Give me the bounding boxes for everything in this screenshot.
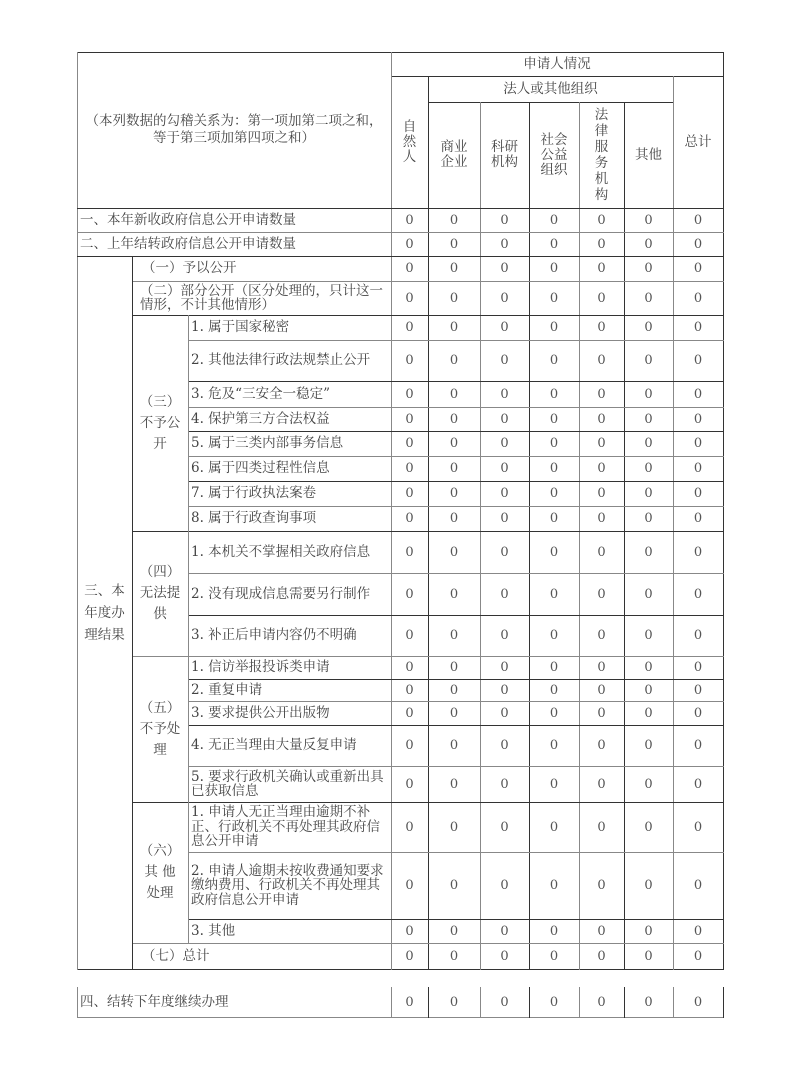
column-divider (480, 987, 481, 1018)
not-disclosed-item-value: 0 (549, 411, 559, 427)
row-divider (132, 315, 724, 316)
not-disclosed-item-value: 0 (693, 486, 703, 501)
not-processed-item-value: 0 (405, 660, 414, 675)
not-processed-item-value: 0 (693, 660, 703, 675)
unable-to-provide-item-value: 0 (500, 628, 509, 643)
row-divider (188, 852, 724, 853)
not-disclosed-item-value: 0 (405, 461, 414, 476)
carried-to-next-year-value: 0 (449, 994, 459, 1010)
not-disclosed-item-value: 0 (597, 486, 606, 501)
not-disclosed-item-value: 0 (644, 511, 653, 526)
column-divider (132, 256, 133, 970)
row-divider (188, 506, 724, 507)
header-legal-or-other-org: 法人或其他组织 (503, 80, 598, 97)
new-applications-value: 0 (500, 212, 509, 228)
other-processing-item-value: 0 (597, 923, 606, 939)
not-disclosed-item-value: 0 (405, 486, 414, 501)
unable-to-provide-item-value: 0 (449, 586, 459, 602)
unable-to-provide-item-value: 0 (449, 628, 459, 643)
row-divider (391, 76, 724, 77)
group-unable-to-provide (132, 531, 188, 656)
other-processing-item-value: 0 (405, 819, 414, 835)
not-disclosed-item-value: 0 (644, 411, 653, 427)
not-disclosed-item-value: 0 (644, 461, 653, 476)
row-divider (77, 208, 724, 209)
not-disclosed-item-value: 0 (644, 486, 653, 501)
row-divider (188, 431, 724, 432)
not-disclosed-item-value: 0 (500, 353, 509, 368)
not-processed-item-value: 0 (597, 682, 606, 698)
not-processed-item-value: 0 (405, 738, 414, 753)
not-processed-item-value: 0 (693, 776, 703, 792)
row-label: 5. 属于三类内部事务信息 (191, 435, 344, 452)
carried-to-next-year-value: 0 (644, 994, 653, 1010)
unable-to-provide-item-value: 0 (500, 586, 509, 602)
row-divider (428, 102, 674, 103)
not-disclosed-item-value: 0 (693, 461, 703, 476)
unable-to-provide-item-value: 0 (500, 544, 509, 560)
row-divider (77, 1017, 724, 1018)
not-disclosed-item-value: 0 (449, 461, 459, 476)
unable-to-provide-item-value: 0 (693, 628, 703, 643)
not-disclosed-item-value: 0 (549, 511, 559, 526)
row-label: 7. 属于行政执法案卷 (191, 485, 317, 502)
row-divider (132, 943, 724, 944)
section3-total-value: 0 (449, 948, 459, 964)
row-label: 6. 属于四类过程性信息 (191, 460, 330, 477)
column-divider (428, 987, 429, 1018)
header-total (673, 76, 723, 208)
other-processing-item-value: 0 (693, 923, 703, 939)
row-label: 2. 没有现成信息需要另行制作 (191, 585, 371, 602)
row-label: 一、本年新收政府信息公开申请数量 (80, 211, 296, 228)
not-disclosed-item-value: 0 (644, 386, 653, 402)
not-processed-item-value: 0 (693, 705, 703, 721)
not-processed-item-value: 0 (500, 705, 509, 721)
header-public-welfare-org-text: 社会公益组织 (540, 131, 568, 178)
not-disclosed-item-value: 0 (549, 353, 559, 368)
column-divider (529, 987, 530, 1018)
column-divider (428, 76, 429, 970)
partially-disclosed-value: 0 (693, 290, 703, 306)
not-disclosed-item-value: 0 (549, 461, 559, 476)
other-processing-item-value: 0 (405, 923, 414, 939)
disclosed-value: 0 (449, 261, 459, 276)
group-not-disclosed (132, 315, 188, 531)
not-disclosed-item-value: 0 (597, 353, 606, 368)
carried-to-next-year-value: 0 (693, 994, 703, 1010)
not-disclosed-item-value: 0 (500, 411, 509, 427)
not-processed-item-value: 0 (500, 776, 509, 792)
row-divider (188, 573, 724, 574)
not-processed-item-value: 0 (549, 705, 559, 721)
unable-to-provide-item-value: 0 (597, 586, 606, 602)
not-processed-item-value: 0 (644, 776, 653, 792)
column-divider (673, 76, 674, 970)
row-divider (188, 615, 724, 616)
new-applications-value: 0 (597, 212, 606, 228)
disclosed-value: 0 (597, 261, 606, 276)
unable-to-provide-item-value: 0 (405, 628, 414, 643)
not-processed-item-value: 0 (500, 738, 509, 753)
not-disclosed-item-value: 0 (449, 511, 459, 526)
not-processed-item-value: 0 (405, 705, 414, 721)
not-disclosed-item-value: 0 (449, 436, 459, 451)
not-disclosed-item-value: 0 (597, 386, 606, 402)
column-divider (723, 987, 724, 1018)
section3-total-value: 0 (500, 948, 509, 964)
new-applications-value: 0 (449, 212, 459, 228)
not-processed-item-value: 0 (449, 660, 459, 675)
section3-label-text: 三、本年度办理结果 (84, 582, 125, 643)
other-processing-item-value: 0 (644, 819, 653, 835)
row-divider (132, 656, 724, 657)
group-not-processed-text: （五）不予处理 (139, 699, 181, 758)
row-divider (188, 456, 724, 457)
row-label: 5. 要求行政机关确认或重新出具已获取信息 (191, 768, 384, 799)
carried-over-applications-value: 0 (500, 236, 509, 252)
unable-to-provide-item-value: 0 (449, 544, 459, 560)
row-divider (188, 919, 724, 920)
unable-to-provide-item-value: 0 (597, 544, 606, 560)
not-disclosed-item-value: 0 (405, 353, 414, 368)
carried-over-applications-value: 0 (405, 236, 414, 252)
not-disclosed-item-value: 0 (693, 436, 703, 451)
disclosed-value: 0 (500, 261, 509, 276)
section3-total-value: 0 (597, 948, 606, 964)
disclosed-value: 0 (693, 261, 703, 276)
not-disclosed-item-value: 0 (500, 436, 509, 451)
unable-to-provide-item-value: 0 (644, 628, 653, 643)
other-processing-item-value: 0 (597, 878, 606, 893)
section3-total-value: 0 (693, 948, 703, 964)
not-disclosed-item-value: 0 (693, 320, 703, 335)
new-applications-value: 0 (549, 212, 559, 228)
disclosed-value: 0 (549, 261, 559, 276)
other-processing-item-value: 0 (644, 878, 653, 893)
unable-to-provide-item-value: 0 (405, 544, 414, 560)
not-disclosed-item-value: 0 (500, 486, 509, 501)
unable-to-provide-item-value: 0 (549, 544, 559, 560)
column-divider (624, 987, 625, 1018)
not-processed-item-value: 0 (549, 660, 559, 675)
not-disclosed-item-value: 0 (405, 320, 414, 335)
row-label: （七）总计 (142, 947, 210, 964)
row-divider (77, 232, 724, 233)
row-label: 2. 其他法律行政法规禁止公开 (191, 352, 371, 369)
row-divider (132, 281, 724, 282)
row-divider (188, 766, 724, 767)
not-disclosed-item-value: 0 (549, 386, 559, 402)
carried-to-next-year-value: 0 (500, 994, 509, 1010)
header-natural-person-text: 自然人 (402, 118, 417, 165)
row-label: 3. 其他 (191, 922, 236, 939)
not-disclosed-item-value: 0 (449, 386, 459, 402)
row-divider (132, 802, 724, 803)
row-divider (188, 407, 724, 408)
row-label: 1. 本机关不掌握相关政府信息 (191, 543, 371, 560)
not-disclosed-item-value: 0 (549, 436, 559, 451)
header-natural-person (391, 76, 428, 208)
not-disclosed-item-value: 0 (597, 411, 606, 427)
not-disclosed-item-value: 0 (693, 386, 703, 402)
row-divider (77, 969, 724, 970)
partially-disclosed-value: 0 (644, 290, 653, 306)
not-disclosed-item-value: 0 (644, 353, 653, 368)
header-research-institution (480, 102, 529, 208)
not-processed-item-value: 0 (644, 660, 653, 675)
partially-disclosed-value: 0 (449, 290, 459, 306)
not-processed-item-value: 0 (405, 682, 414, 698)
other-processing-item-value: 0 (500, 819, 509, 835)
unable-to-provide-item-value: 0 (644, 544, 653, 560)
not-disclosed-item-value: 0 (405, 411, 414, 427)
carried-to-next-year-value: 0 (597, 994, 606, 1010)
row-divider (132, 531, 724, 532)
header-legal-service-org-text: 法律服务机构 (594, 107, 609, 203)
row-label: 4. 无正当理由大量反复申请 (191, 737, 357, 754)
partially-disclosed-value: 0 (549, 290, 559, 306)
unable-to-provide-item-value: 0 (644, 586, 653, 602)
row-divider (188, 725, 724, 726)
carried-over-applications-value: 0 (644, 236, 653, 252)
header-research-institution-text: 科研机构 (491, 139, 518, 170)
not-disclosed-item-value: 0 (597, 320, 606, 335)
header-commercial-enterprise-text: 商业企业 (440, 139, 468, 170)
not-disclosed-item-value: 0 (693, 411, 703, 427)
not-disclosed-item-value: 0 (500, 320, 509, 335)
unable-to-provide-item-value: 0 (405, 586, 414, 602)
column-divider (391, 52, 392, 970)
not-processed-item-value: 0 (597, 776, 606, 792)
group-not-disclosed-text: （三）不予公开 (139, 393, 181, 452)
column-divider (579, 987, 580, 1018)
row-label: 1. 信访举报投诉类申请 (191, 659, 330, 676)
not-processed-item-value: 0 (693, 738, 703, 753)
not-disclosed-item-value: 0 (449, 353, 459, 368)
header-other-text: 其他 (635, 146, 662, 163)
row-label: 2. 重复申请 (191, 681, 263, 698)
other-processing-item-value: 0 (500, 923, 509, 939)
not-processed-item-value: 0 (549, 738, 559, 753)
not-processed-item-value: 0 (405, 776, 414, 792)
carried-to-next-year-value: 0 (405, 994, 414, 1010)
header-other (624, 102, 673, 208)
partially-disclosed-value: 0 (405, 290, 414, 306)
not-processed-item-value: 0 (597, 660, 606, 675)
row-label: 2. 申请人逾期未按收费通知要求缴纳费用、行政机关不再处理其政府信息公开申请 (191, 862, 384, 908)
other-processing-item-value: 0 (549, 923, 559, 939)
other-processing-item-value: 0 (693, 819, 703, 835)
other-processing-item-value: 0 (500, 878, 509, 893)
not-disclosed-item-value: 0 (693, 353, 703, 368)
other-processing-item-value: 0 (449, 923, 459, 939)
unable-to-provide-item-value: 0 (597, 628, 606, 643)
not-processed-item-value: 0 (449, 705, 459, 721)
row-divider (188, 381, 724, 382)
other-processing-item-value: 0 (549, 819, 559, 835)
not-processed-item-value: 0 (500, 660, 509, 675)
not-disclosed-item-value: 0 (597, 436, 606, 451)
column-divider (673, 987, 674, 1018)
column-divider (77, 987, 78, 1018)
group-other-processing (132, 802, 188, 943)
not-disclosed-item-value: 0 (549, 320, 559, 335)
new-applications-value: 0 (693, 212, 703, 228)
not-processed-item-value: 0 (644, 682, 653, 698)
not-processed-item-value: 0 (449, 738, 459, 753)
partially-disclosed-value: 0 (500, 290, 509, 306)
group-other-processing-text: （六）其 他处理 (139, 843, 181, 901)
row-divider (188, 679, 724, 680)
row-label: （二）部分公开（区分处理的，只计这一情形，不计其他情形） (140, 283, 383, 313)
other-processing-item-value: 0 (644, 923, 653, 939)
header-legal-service-org (579, 102, 624, 208)
group-unable-to-provide-text: （四）无法提供 (139, 564, 181, 622)
row-divider (77, 256, 724, 257)
row-label: 1. 属于国家秘密 (191, 319, 290, 336)
other-processing-item-value: 0 (449, 878, 459, 893)
disclosed-value: 0 (405, 261, 414, 276)
not-disclosed-item-value: 0 (500, 511, 509, 526)
header-commercial-enterprise (428, 102, 480, 208)
not-processed-item-value: 0 (644, 705, 653, 721)
section3-total-value: 0 (549, 948, 559, 964)
not-disclosed-item-value: 0 (500, 386, 509, 402)
not-processed-item-value: 0 (644, 738, 653, 753)
other-processing-item-value: 0 (693, 878, 703, 893)
carried-over-applications-value: 0 (549, 236, 559, 252)
row-label: 四、结转下年度继续办理 (80, 993, 229, 1010)
not-disclosed-item-value: 0 (449, 411, 459, 427)
not-disclosed-item-value: 0 (549, 486, 559, 501)
column-divider (188, 315, 189, 944)
not-processed-item-value: 0 (597, 738, 606, 753)
not-processed-item-value: 0 (549, 776, 559, 792)
column-divider (77, 52, 78, 970)
other-processing-item-value: 0 (597, 819, 606, 835)
row-label: 8. 属于行政查询事项 (191, 510, 317, 527)
row-label: 1. 申请人无正当理由逾期不补正、行政机关不再处理其政府信息公开申请 (191, 804, 380, 850)
not-disclosed-item-value: 0 (405, 436, 414, 451)
section3-total-value: 0 (644, 948, 653, 964)
row-label: 4. 保护第三方合法权益 (191, 410, 330, 427)
other-processing-item-value: 0 (405, 878, 414, 893)
not-disclosed-item-value: 0 (644, 320, 653, 335)
column-divider (391, 987, 392, 1018)
not-disclosed-item-value: 0 (500, 461, 509, 476)
new-applications-value: 0 (405, 212, 414, 228)
row-divider (77, 52, 724, 53)
header-note: （本列数据的勾稽关系为：第一项加第二项之和，等于第三项加第四项之和） (85, 113, 383, 146)
row-label: 3. 危及“三安全一稳定” (191, 385, 330, 402)
not-disclosed-item-value: 0 (644, 436, 653, 451)
unable-to-provide-item-value: 0 (693, 544, 703, 560)
carried-over-applications-value: 0 (693, 236, 703, 252)
not-processed-item-value: 0 (449, 776, 459, 792)
unable-to-provide-item-value: 0 (693, 586, 703, 602)
carried-over-applications-value: 0 (449, 236, 459, 252)
not-processed-item-value: 0 (693, 682, 703, 698)
not-processed-item-value: 0 (449, 682, 459, 698)
not-processed-item-value: 0 (549, 682, 559, 698)
group-not-processed (132, 656, 188, 802)
row-divider (188, 340, 724, 341)
other-processing-item-value: 0 (449, 819, 459, 835)
disclosed-value: 0 (644, 261, 653, 276)
row-label: 3. 要求提供公开出版物 (191, 704, 330, 721)
unable-to-provide-item-value: 0 (549, 628, 559, 643)
header-public-welfare-org (529, 102, 579, 208)
not-disclosed-item-value: 0 (405, 386, 414, 402)
carried-over-applications-value: 0 (597, 236, 606, 252)
unable-to-provide-item-value: 0 (549, 586, 559, 602)
carried-to-next-year-value: 0 (549, 994, 559, 1010)
not-disclosed-item-value: 0 (449, 486, 459, 501)
not-disclosed-item-value: 0 (597, 511, 606, 526)
row-label: （一）予以公开 (142, 260, 237, 276)
not-disclosed-item-value: 0 (693, 511, 703, 526)
new-applications-value: 0 (644, 212, 653, 228)
other-processing-item-value: 0 (549, 878, 559, 893)
not-disclosed-item-value: 0 (405, 511, 414, 526)
partially-disclosed-value: 0 (597, 290, 606, 306)
row-divider (188, 481, 724, 482)
not-disclosed-item-value: 0 (597, 461, 606, 476)
not-disclosed-item-value: 0 (449, 320, 459, 335)
header-applicant-situation: 申请人情况 (523, 55, 591, 72)
not-processed-item-value: 0 (500, 682, 509, 698)
not-processed-item-value: 0 (597, 705, 606, 721)
row-divider (188, 701, 724, 702)
column-divider (723, 52, 724, 970)
section3-total-value: 0 (405, 948, 414, 964)
row-label: 3. 补正后申请内容仍不明确 (191, 627, 357, 644)
section3-label (77, 256, 132, 969)
header-total-text: 总计 (684, 133, 712, 150)
row-label: 二、上年结转政府信息公开申请数量 (80, 235, 296, 252)
